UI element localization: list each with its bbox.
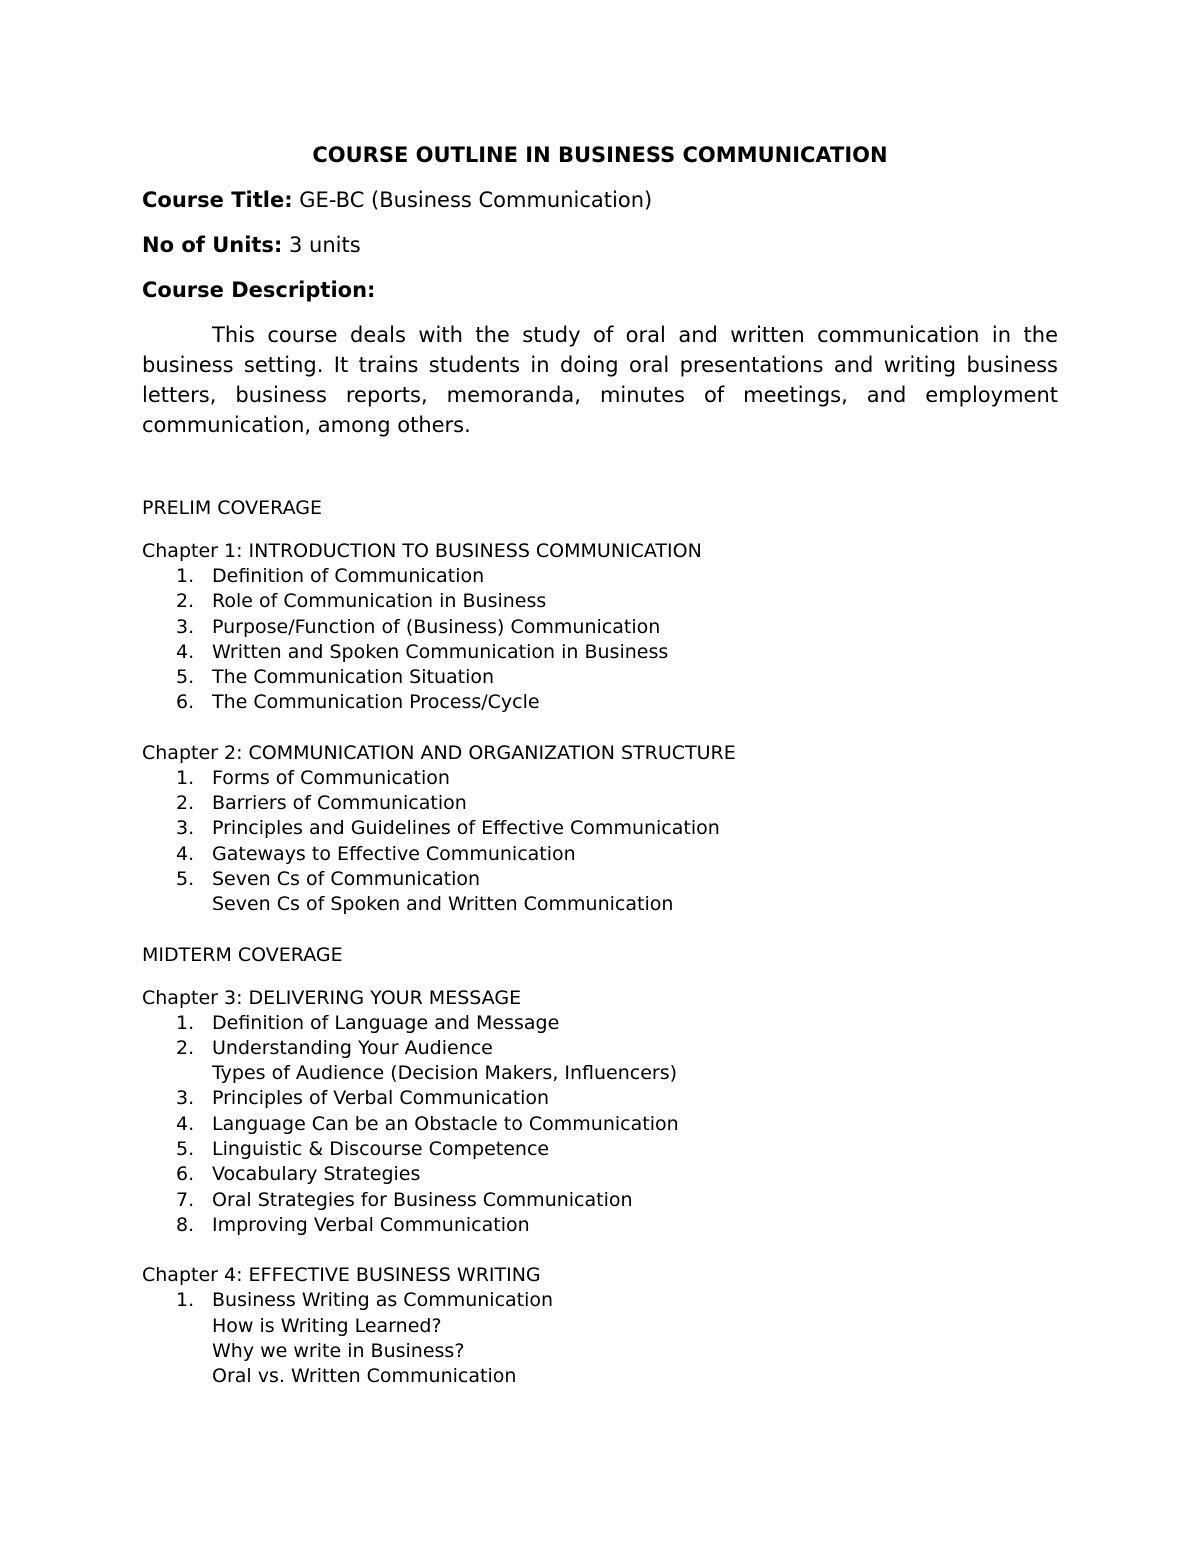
prelim-coverage-heading: PRELIM COVERAGE <box>142 497 322 519</box>
chapter-1-title: Chapter 1: INTRODUCTION TO BUSINESS COMMUNICATION <box>142 540 702 562</box>
list-item: 1. Definition of Language and Message <box>176 1011 560 1034</box>
list-item: 2. Understanding Your Audience <box>176 1036 493 1059</box>
units-field <box>142 230 1058 260</box>
units-label: No of Units: <box>142 233 283 257</box>
chapter-1-list <box>142 564 1058 716</box>
list-item: 6. The Communication Process/Cycle <box>176 691 540 714</box>
list-item: 3. Principles of Verbal Communication <box>176 1087 550 1110</box>
list-sub-item: How is Writing Learned? <box>212 1314 442 1337</box>
course-title-label: Course Title: <box>142 188 293 212</box>
list-item: 1. Forms of Communication <box>176 766 450 789</box>
list-sub-item: Oral vs. Written Communication <box>212 1365 517 1388</box>
list-item: 5. Seven Cs of Communication <box>176 867 481 890</box>
midterm-coverage-heading: MIDTERM COVERAGE <box>142 943 343 966</box>
chapter-3-title: Chapter 3: DELIVERING YOUR MESSAGE <box>142 986 522 1009</box>
course-title-field <box>142 185 1058 215</box>
document-page <box>142 140 1058 1414</box>
units-value: 3 units <box>282 233 361 257</box>
list-item: 7. Oral Strategies for Business Communication <box>176 1188 633 1211</box>
list-item: 3. Purpose/Function of (Business) Communication <box>176 615 661 638</box>
list-item: 4. Gateways to Effective Communication <box>176 842 576 865</box>
list-sub-item: Types of Audience (Decision Makers, Influencers) <box>212 1062 678 1085</box>
course-title-value: GE-BC (Business Communication) <box>292 188 653 212</box>
list-item: 1. Definition of Communication <box>176 565 485 587</box>
list-item: 2. Role of Communication in Business <box>176 590 547 613</box>
course-description-text: This course deals with the study of oral and written communication in the business setting. It trains students in doing oral presentations and writing business letters, business reports, memoranda, minutes of meetings, and employment communication, among others. <box>142 323 1058 437</box>
chapter-3-list <box>142 1011 1058 1239</box>
list-item: 6. Vocabulary Strategies <box>176 1163 421 1186</box>
list-item: 1. Business Writing as Communication <box>176 1289 554 1312</box>
document-title: COURSE OUTLINE IN BUSINESS COMMUNICATION <box>312 143 888 167</box>
list-sub-item: Seven Cs of Spoken and Written Communication <box>212 893 674 916</box>
chapter-4-list <box>142 1288 1058 1389</box>
list-item: 5. Linguistic & Discourse Competence <box>176 1138 550 1161</box>
list-item: 4. Written and Spoken Communication in Business <box>176 640 669 663</box>
list-item: 4. Language Can be an Obstacle to Communication <box>176 1112 679 1135</box>
list-item: 5. The Communication Situation <box>176 666 495 689</box>
list-item: 8. Improving Verbal Communication <box>176 1213 530 1236</box>
list-item: 2. Barriers of Communication <box>176 792 467 815</box>
list-sub-item: Why we write in Business? <box>212 1339 465 1362</box>
list-item: 3. Principles and Guidelines of Effective Communication <box>176 817 720 840</box>
chapter-2-list <box>142 766 1058 918</box>
chapter-4-title: Chapter 4: EFFECTIVE BUSINESS WRITING <box>142 1264 541 1287</box>
chapter-2-title: Chapter 2: COMMUNICATION AND ORGANIZATION STRUCTURE <box>142 741 736 764</box>
course-description-label: Course Description: <box>142 278 376 302</box>
